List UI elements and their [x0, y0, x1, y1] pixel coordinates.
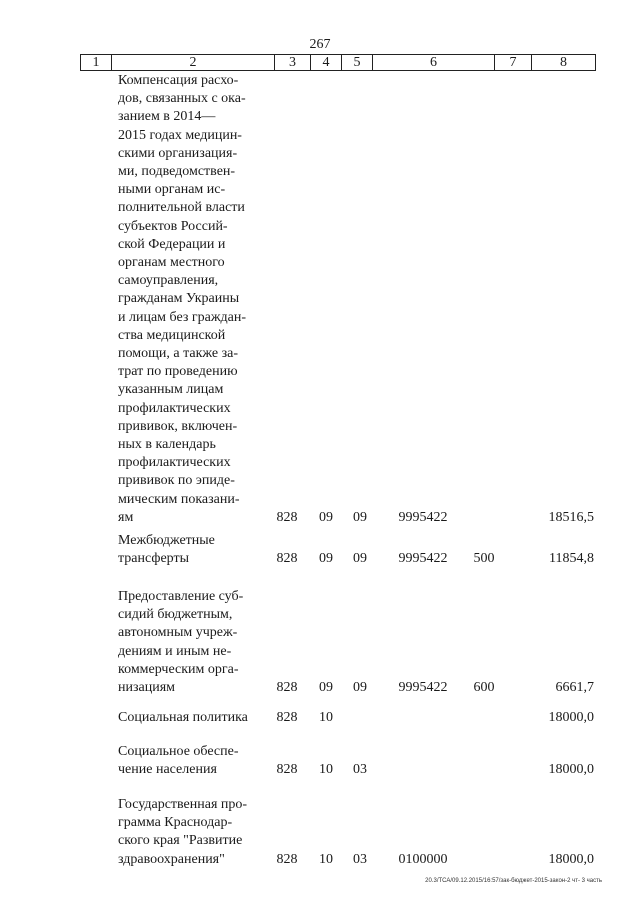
header-col-7: 7 — [495, 55, 532, 70]
cell-c3: 828 — [276, 680, 298, 695]
cell-c4: 10 — [319, 710, 333, 725]
header-col-6: 6 — [373, 55, 495, 70]
cell-c6: 9995422 — [398, 680, 448, 695]
description-line: Межбюджетные — [118, 533, 215, 548]
description-line: трансферты — [118, 551, 190, 567]
description-line: гражданам Украины — [118, 291, 240, 307]
description-line: Государственная про- — [118, 797, 248, 812]
cell-c3: 828 — [276, 851, 298, 867]
description-line: сидий бюджетным, — [118, 607, 233, 623]
row-description — [118, 588, 260, 697]
description-line: ям — [118, 509, 134, 525]
cell-c3: 828 — [276, 509, 298, 525]
description-line: Предоставление суб- — [118, 589, 244, 604]
header-col-8: 8 — [560, 55, 567, 70]
description-line: ными органам ис- — [118, 182, 226, 198]
description-line: ского края "Развитие — [118, 833, 243, 849]
description-line: низациям — [118, 680, 176, 696]
description-line: самоуправления, — [118, 273, 219, 289]
description-line: грамма Краснодар- — [118, 815, 233, 831]
description-line: мическим показани- — [118, 491, 240, 507]
description-line: ных в календарь — [118, 437, 216, 453]
row-description — [118, 743, 260, 779]
cell-c6: 9995422 — [398, 551, 448, 567]
cell-c8: 6661,7 — [555, 680, 594, 695]
cell-c4: 09 — [319, 680, 333, 695]
description-line: дениям и иным не- — [118, 643, 232, 659]
description-line: занием в 2014— — [118, 109, 216, 125]
cell-c8: 18516,5 — [548, 509, 594, 525]
cell-c8: 18000,0 — [548, 762, 594, 778]
row-description — [118, 796, 260, 869]
description-line: ми, подведомствен- — [118, 164, 236, 180]
description-line: Социальная политика — [118, 710, 248, 725]
cell-c4: 10 — [319, 851, 333, 867]
description-line: трат по проведению — [118, 364, 238, 380]
header-col-4: 4 — [311, 55, 342, 70]
cell-c4: 10 — [319, 762, 333, 778]
cell-c5: 09 — [353, 551, 367, 567]
description-line: коммерческим орга- — [118, 661, 239, 677]
description-line: субъектов Россий- — [118, 218, 228, 234]
cell-c5: 09 — [353, 509, 367, 525]
header-col-2: 2 — [112, 55, 275, 70]
description-line: 2015 годах медицин- — [118, 127, 242, 143]
cell-c3: 828 — [276, 551, 298, 567]
cell-c8: 18000,0 — [548, 851, 594, 867]
cell-c6: 0100000 — [398, 851, 448, 867]
description-line: ской Федерации и — [118, 236, 226, 252]
description-line: помощи, а также за- — [118, 346, 238, 362]
description-line: профилактических — [118, 400, 231, 416]
header-col-3: 3 — [275, 55, 311, 70]
description-line: прививок по эпиде- — [118, 473, 235, 489]
description-line: прививок, включен- — [118, 418, 238, 434]
page-number: 267 — [309, 37, 331, 52]
description-line: указанным лицам — [118, 382, 224, 398]
cell-c8: 18000,0 — [548, 710, 594, 725]
cell-c4: 09 — [319, 551, 333, 567]
header-col-5: 5 — [342, 55, 373, 70]
cell-c3: 828 — [276, 710, 298, 725]
description-line: полнительной власти — [118, 200, 245, 216]
cell-c5: 03 — [353, 762, 367, 778]
description-line: автономным учреж- — [118, 625, 238, 641]
description-line: органам местного — [118, 255, 225, 271]
cell-c5: 09 — [353, 680, 367, 695]
document-footer: 20.3/ТСА/09.12.2015/16:57/зак-бюджет-2015-закон-2 чт- 3 часть — [425, 878, 602, 884]
description-line: ства медицинской — [118, 327, 226, 343]
cell-c8: 11854,8 — [549, 551, 594, 567]
row-description — [118, 72, 260, 527]
description-line: чение населения — [118, 762, 217, 778]
description-line: Социальное обеспе- — [118, 744, 239, 759]
description-line: Компенсация расхо- — [118, 73, 239, 88]
table-header — [80, 54, 596, 71]
description-line: профилактических — [118, 455, 231, 471]
cell-c3: 828 — [276, 762, 298, 778]
cell-c6: 9995422 — [398, 509, 448, 525]
header-col-1: 1 — [81, 55, 112, 70]
description-line: и лицам без граждан- — [118, 309, 247, 325]
description-line: здравоохранения" — [118, 851, 225, 867]
description-line: скими организация- — [118, 145, 238, 161]
cell-c5: 03 — [353, 851, 367, 867]
description-line: дов, связанных с ока- — [118, 91, 246, 107]
row-description — [118, 709, 260, 727]
cell-c4: 09 — [319, 509, 333, 525]
row-description — [118, 532, 260, 568]
cell-c7: 500 — [473, 551, 495, 567]
cell-c7: 600 — [473, 680, 495, 695]
